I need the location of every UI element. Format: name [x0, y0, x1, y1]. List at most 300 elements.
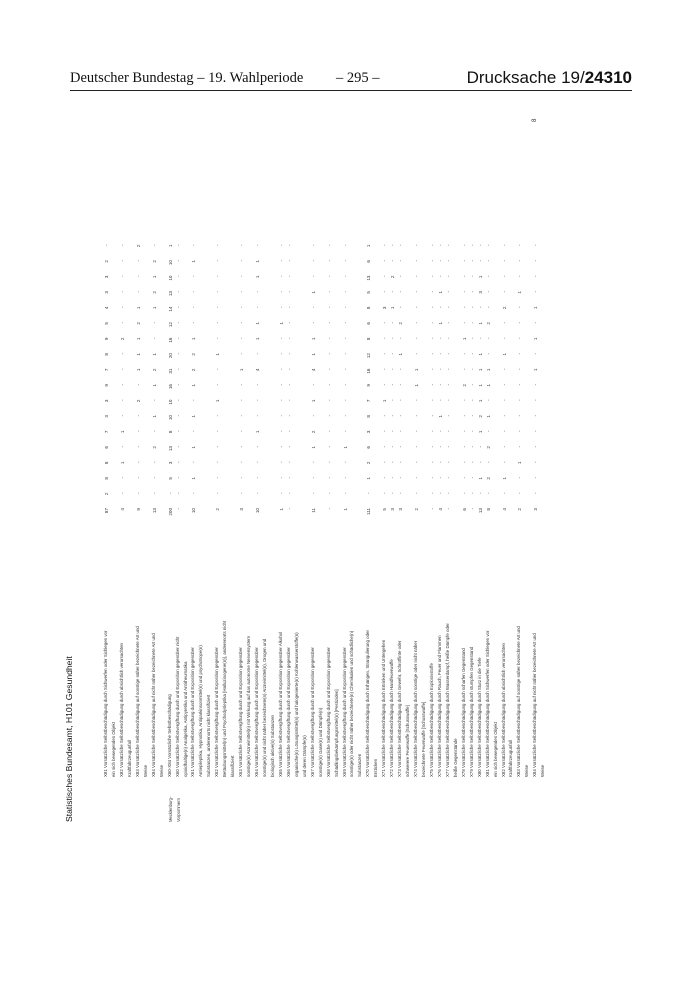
table-cell: 2 — [119, 337, 125, 341]
table-cell: - — [342, 291, 348, 293]
table-cell: 1 — [342, 508, 348, 511]
table-cell: - — [501, 399, 507, 402]
table-cell: - — [239, 275, 245, 278]
table-cell: - — [445, 415, 451, 417]
table-cell: - — [326, 384, 332, 386]
table-cell: - — [429, 508, 435, 510]
table-cell: 12 — [167, 322, 173, 328]
cause-label: Weise — [142, 764, 148, 777]
table-cell: - — [191, 492, 197, 495]
table-cell: - — [119, 275, 125, 278]
table-cell: - — [382, 260, 388, 262]
table-cell: 2 — [310, 430, 316, 434]
table-cell: - — [135, 461, 141, 464]
table-cell: - — [429, 337, 435, 340]
table-cell: - — [461, 322, 467, 324]
table-cell: - — [429, 306, 435, 309]
table-cell: - — [461, 492, 467, 495]
table-cell: - — [255, 399, 261, 402]
cause-label: X84 Vorsätzliche Selbstbeschädigung auf nicht näher bezeichnete Art und — [150, 633, 156, 777]
table-cell: - — [398, 337, 404, 340]
table-cell: - — [485, 306, 491, 309]
table-cell: - — [239, 384, 245, 386]
table-cell: - — [390, 260, 396, 262]
table-cell: - — [469, 508, 475, 510]
cause-label: X60 Vorsätzliche Selbstvergiftung durch und Exposition gegenüber nicht — [174, 636, 180, 777]
table-cell: - — [310, 384, 316, 386]
table-cell: - — [286, 430, 292, 433]
table-cell: - — [477, 446, 483, 448]
table-cell: - — [517, 446, 523, 448]
table-cell: 1 — [477, 477, 483, 480]
table-cell: 3 — [104, 415, 109, 418]
table-cell: - — [191, 291, 197, 293]
table-cell: - — [469, 399, 475, 402]
table-cell: - — [286, 244, 292, 247]
table-cell: - — [461, 260, 467, 262]
table-cell: - — [437, 446, 443, 448]
table-cell: - — [445, 244, 451, 247]
table-cell: - — [175, 353, 181, 355]
cause-label: X68 Vorsätzliche Selbstvergiftung durch und Exposition gegenüber — [325, 647, 331, 777]
table-cell: 3 — [390, 508, 396, 511]
cause-label: Weise — [540, 764, 546, 777]
table-cell: 1 — [191, 415, 197, 418]
table-cell: 1 — [239, 368, 245, 372]
table-cell: - — [501, 446, 507, 448]
table-cell: - — [382, 415, 388, 417]
table-cell: 1 — [191, 384, 197, 387]
table-cell: - — [255, 384, 261, 386]
table-cell: - — [326, 244, 332, 247]
cause-label: Weise — [158, 764, 164, 777]
table-cell: 2 — [151, 368, 157, 372]
table-row — [120, 122, 128, 822]
table-cell: 2 — [485, 446, 491, 449]
table-cell: 1 — [151, 353, 157, 356]
table-cell: - — [215, 291, 221, 293]
table-cell: - — [278, 399, 284, 402]
table-cell: 16 — [366, 368, 372, 374]
table-row — [541, 122, 549, 822]
table-cell: - — [533, 260, 539, 262]
table-cell: - — [469, 291, 475, 293]
table-cell: - — [151, 322, 157, 324]
cause-label: Weise — [524, 764, 530, 777]
table-cell: - — [469, 337, 475, 340]
table-cell: - — [390, 430, 396, 433]
table-cell: - — [326, 275, 332, 278]
cause-label: X81 Vorsätzliche Selbstbeschädigung durch Sichwerfen oder Sichlegen vor — [484, 630, 490, 777]
table-cell: - — [175, 430, 181, 433]
table-cell: 1 — [135, 353, 141, 356]
table-cell: 1 — [477, 384, 483, 387]
table-cell: - — [477, 337, 483, 340]
table-cell: - — [278, 260, 284, 262]
table-cell: - — [445, 384, 451, 386]
table-cell: 10 — [167, 275, 173, 281]
table-cell: - — [477, 461, 483, 464]
table-cell: - — [326, 430, 332, 433]
table-cell: - — [119, 415, 125, 417]
table-cell: - — [382, 368, 388, 371]
table-row — [446, 122, 454, 822]
table-cell: 1 — [477, 430, 483, 434]
table-cell: - — [286, 415, 292, 417]
table-cell: - — [461, 461, 467, 464]
table-cell: 1 — [477, 368, 483, 372]
table-cell: 2 — [398, 322, 404, 325]
table-row — [502, 122, 510, 822]
table-cell: - — [469, 446, 475, 448]
table-cell: - — [461, 306, 467, 309]
table-cell: - — [469, 353, 475, 355]
table-cell: - — [215, 461, 221, 464]
table-cell: 1 — [135, 368, 141, 372]
table-cell: - — [342, 368, 348, 371]
table-cell: - — [175, 337, 181, 340]
cause-label: ein sich bewegendes Objekt — [110, 722, 116, 777]
table-cell: 1 — [398, 353, 404, 356]
table-cell: - — [255, 244, 261, 247]
table-cell: - — [342, 322, 348, 324]
table-cell: 3 — [104, 275, 109, 279]
table-cell: - — [382, 291, 388, 293]
table-row — [366, 122, 374, 822]
table-cell: 1 — [151, 306, 157, 310]
table-cell: 1 — [151, 275, 157, 279]
table-cell: - — [445, 461, 451, 464]
table-cell: 3 — [239, 508, 245, 511]
table-cell: - — [414, 477, 420, 479]
table-cell: 1 — [191, 477, 197, 480]
table-cell: - — [278, 461, 284, 464]
cause-label: X78 Vorsätzliche Selbstbeschädigung durch scharfen Gegenstand — [460, 648, 466, 777]
table-cell: - — [390, 399, 396, 402]
table-cell: - — [382, 275, 388, 278]
table-cell: - — [326, 477, 332, 479]
table-cell: 7 — [104, 368, 109, 372]
document-number-bold: 24310 — [584, 68, 632, 87]
cause-label: klassifiziert — [230, 755, 236, 777]
table-cell: - — [414, 430, 420, 433]
table-cell: 2 — [135, 322, 141, 325]
cause-label: Schädlingsbekämpfungsmittel(n) [Pestiziden] — [333, 689, 339, 777]
table-cell: 1 — [477, 322, 483, 325]
table-cell: - — [215, 337, 221, 340]
cause-label: X74 Vorsätzliche Selbstbeschädigung durch sonstige oder nicht näher — [413, 640, 419, 777]
table-cell: - — [461, 353, 467, 355]
table-cell: - — [477, 492, 483, 495]
cause-label: sonstige(n) Arzneimittel(n) mit Wirkung auf das autonome Nervensystem — [246, 635, 252, 777]
table-cell: - — [437, 399, 443, 402]
table-cell: - — [278, 291, 284, 293]
table-cell: - — [461, 291, 467, 293]
table-cell: - — [429, 492, 435, 495]
cause-label: X81 Vorsätzliche Selbstbeschädigung durch Sichwerfen oder Sichlegen vor — [103, 630, 108, 777]
table-cell: 2 — [414, 508, 420, 511]
table-cell: - — [191, 275, 197, 278]
table-cell: - — [135, 477, 141, 479]
table-cell: - — [382, 322, 388, 324]
table-cell: - — [390, 291, 396, 293]
table-cell: - — [286, 399, 292, 402]
table-cell: - — [533, 430, 539, 433]
cause-label: organische(n) Lösungsmittel(n) und halogenierte(n) Kohlenwasserstoffe(n) — [293, 632, 299, 777]
table-cell: - — [239, 244, 245, 247]
table-cell: - — [382, 353, 388, 355]
table-cell: - — [429, 368, 435, 371]
table-cell: 1 — [135, 337, 141, 341]
table-cell: 2 — [215, 508, 221, 511]
table-cell: - — [342, 337, 348, 340]
table-cell: - — [398, 244, 404, 247]
table-cell: 2 — [366, 461, 372, 465]
cause-label: X67 Vorsätzliche Selbstvergiftung durch und Exposition gegenüber — [309, 647, 315, 777]
table-cell: - — [175, 508, 181, 510]
table-cell: - — [286, 446, 292, 448]
table-cell: - — [469, 260, 475, 262]
table-cell: - — [326, 322, 332, 324]
table-cell: - — [461, 368, 467, 371]
table-cell: - — [469, 430, 475, 433]
table-cell: - — [398, 477, 404, 479]
table-cell: - — [390, 477, 396, 479]
table-cell: 6 — [366, 322, 372, 325]
table-cell: - — [437, 275, 443, 278]
table-cell: 8 — [104, 477, 109, 480]
cause-label: X76 Vorsätzliche Selbstbeschädigung durch Rauch, Feuer und Flammen — [436, 635, 442, 777]
table-cell: 8 — [366, 337, 372, 341]
table-cell: - — [255, 492, 261, 495]
table-cell: - — [533, 477, 539, 479]
table-cell: - — [366, 492, 372, 495]
table-cell: 2 — [390, 275, 396, 279]
table-cell: - — [533, 446, 539, 448]
table-cell: - — [469, 461, 475, 464]
table-cell: 13 — [151, 508, 157, 514]
cause-label: Betäubungsmittel(n) und Psychodysleptika [Halluzinogene(n)], anderenorts nicht — [222, 620, 228, 777]
table-cell: - — [135, 260, 141, 262]
table-cell: 4 — [501, 508, 507, 511]
table-cell: 1 — [437, 415, 443, 418]
table-cell: - — [239, 337, 245, 340]
table-cell: - — [342, 461, 348, 464]
table-cell: - — [517, 492, 523, 495]
table-cell: - — [382, 477, 388, 479]
table-cell: 5 — [366, 291, 372, 294]
table-cell: - — [255, 415, 261, 417]
table-cell: - — [215, 244, 221, 247]
table-cell: - — [398, 430, 404, 433]
table-cell: 1 — [485, 368, 491, 372]
table-cell: - — [286, 306, 292, 309]
table-cell: - — [414, 244, 420, 247]
table-cell: - — [310, 306, 316, 309]
table-cell: - — [215, 446, 221, 448]
table-cell: - — [485, 275, 491, 278]
table-cell: - — [191, 244, 197, 247]
table-cell: 1 — [477, 275, 483, 279]
table-cell: - — [215, 430, 221, 433]
cause-label: Kraftfahrzeugunfall — [126, 740, 132, 777]
table-cell: - — [326, 461, 332, 464]
table-cell: 1 — [310, 337, 316, 341]
table-cell: 8 — [366, 306, 372, 310]
table-row — [223, 122, 231, 822]
table-cell: - — [119, 477, 125, 479]
table-cell: - — [445, 430, 451, 433]
table-cell: - — [445, 368, 451, 371]
table-cell: 1 — [191, 337, 197, 341]
table-cell: 87 — [104, 508, 109, 514]
table-cell: - — [469, 384, 475, 386]
table-cell: 31 — [167, 368, 173, 374]
table-cell: 16 — [167, 384, 173, 390]
table-cell: - — [175, 306, 181, 309]
table-row — [295, 122, 303, 822]
table-cell: - — [477, 260, 483, 262]
table-cell: - — [151, 477, 157, 479]
table-cell: - — [215, 415, 221, 417]
table-cell: - — [119, 399, 125, 402]
table-cell: - — [437, 244, 443, 247]
table-cell: - — [461, 430, 467, 433]
table-cell: - — [485, 291, 491, 293]
table-cell: - — [517, 415, 523, 417]
table-cell: - — [517, 260, 523, 262]
table-cell: - — [398, 492, 404, 495]
table-cell: - — [278, 430, 284, 433]
table-cell: - — [175, 415, 181, 417]
table-cell: - — [326, 399, 332, 402]
table-cell: - — [501, 337, 507, 340]
table-cell: 2 — [461, 384, 467, 387]
table-cell: - — [119, 368, 125, 371]
table-cell: - — [278, 477, 284, 479]
table-cell: - — [326, 508, 332, 510]
table-cell: - — [310, 477, 316, 479]
table-cell: - — [501, 322, 507, 324]
table-cell: - — [342, 415, 348, 417]
table-cell: - — [175, 260, 181, 262]
table-cell: - — [414, 291, 420, 293]
table-cell: 3 — [366, 430, 372, 434]
table-cell: - — [461, 275, 467, 278]
table-cell: - — [390, 368, 396, 371]
table-cell: - — [342, 384, 348, 386]
table-cell: - — [517, 384, 523, 386]
cause-label: X62 Vorsätzliche Selbstvergiftung durch und Exposition gegenüber — [214, 647, 220, 777]
table-cell: - — [215, 322, 221, 324]
table-cell: - — [485, 337, 491, 340]
table-cell: - — [326, 368, 332, 371]
table-cell: 1 — [135, 306, 141, 310]
table-cell: - — [469, 477, 475, 479]
table-cell: - — [533, 384, 539, 386]
table-cell: - — [414, 337, 420, 340]
cause-label: Kraftfahrzeugunfall — [508, 740, 514, 777]
table-cell: 2 — [485, 322, 491, 325]
cause-label: X61 Vorsätzliche Selbstvergiftung durch und Exposition gegenüber — [190, 647, 196, 777]
table-cell: 16 — [167, 337, 173, 343]
table-cell: 9 — [135, 508, 141, 511]
table-cell: - — [175, 244, 181, 247]
table-cell: - — [175, 368, 181, 371]
table-cell: - — [533, 353, 539, 355]
table-cell: - — [429, 477, 435, 479]
table-cell: - — [342, 353, 348, 355]
table-cell: - — [191, 322, 197, 324]
table-cell: - — [501, 415, 507, 417]
table-cell: - — [239, 477, 245, 479]
table-cell: - — [390, 384, 396, 386]
table-cell: - — [414, 446, 420, 448]
table-cell: 9 — [104, 337, 109, 341]
table-cell: - — [239, 492, 245, 495]
table-cell: - — [429, 291, 435, 293]
table-cell: - — [437, 461, 443, 464]
table-cell: - — [175, 446, 181, 448]
table-cell: 1 — [390, 306, 396, 310]
cause-label: X71 Vorsätzliche Selbstbeschädigung durch Ertrinken und Untergehen — [381, 639, 387, 777]
table-cell: - — [382, 337, 388, 340]
table-cell: 10 — [255, 508, 261, 514]
table-cell: - — [429, 244, 435, 247]
table-cell: 1 — [437, 322, 443, 325]
table-cell: - — [501, 291, 507, 293]
table-cell: - — [469, 415, 475, 417]
table-cell: - — [255, 446, 261, 448]
table-cell: - — [119, 244, 125, 247]
table-cell: 13 — [366, 275, 372, 281]
cause-label: Antiepileptika, Hypnotika, Antiparkinsonmittel(n) und psychotrope(n) — [198, 645, 204, 777]
table-cell: - — [445, 492, 451, 495]
table-cell: - — [398, 415, 404, 417]
table-cell: - — [151, 337, 157, 340]
table-cell: 1 — [342, 446, 348, 449]
table-cell: - — [485, 492, 491, 495]
cause-label: heiße Gegenstände — [452, 738, 458, 777]
table-cell: - — [533, 461, 539, 464]
table-cell: - — [286, 384, 292, 386]
table-cell: - — [461, 415, 467, 417]
table-cell: - — [326, 306, 332, 309]
table-cell: - — [429, 322, 435, 324]
table-cell: - — [175, 275, 181, 278]
table-cell: - — [501, 368, 507, 371]
table-cell: - — [517, 399, 523, 402]
table-cell: - — [398, 291, 404, 293]
table-cell: 8 — [104, 461, 109, 465]
table-cell: - — [119, 260, 125, 262]
table-cell: - — [398, 306, 404, 309]
cause-label: X60-X84 Vorsätzliche Selbstbeschädigung — [166, 694, 172, 777]
table-cell: - — [151, 461, 157, 464]
table-cell: 14 — [167, 306, 173, 312]
table-cell: - — [326, 291, 332, 293]
table-cell: 1 — [255, 260, 261, 263]
table-cell: - — [517, 477, 523, 479]
table-cell: 10 — [167, 415, 173, 421]
table-cell: - — [278, 353, 284, 355]
table-cell: 2 — [151, 446, 157, 449]
table-cell: - — [239, 415, 245, 417]
table-cell: - — [382, 446, 388, 448]
table-cell: - — [390, 492, 396, 495]
table-cell: - — [326, 353, 332, 355]
table-cell: - — [382, 430, 388, 433]
